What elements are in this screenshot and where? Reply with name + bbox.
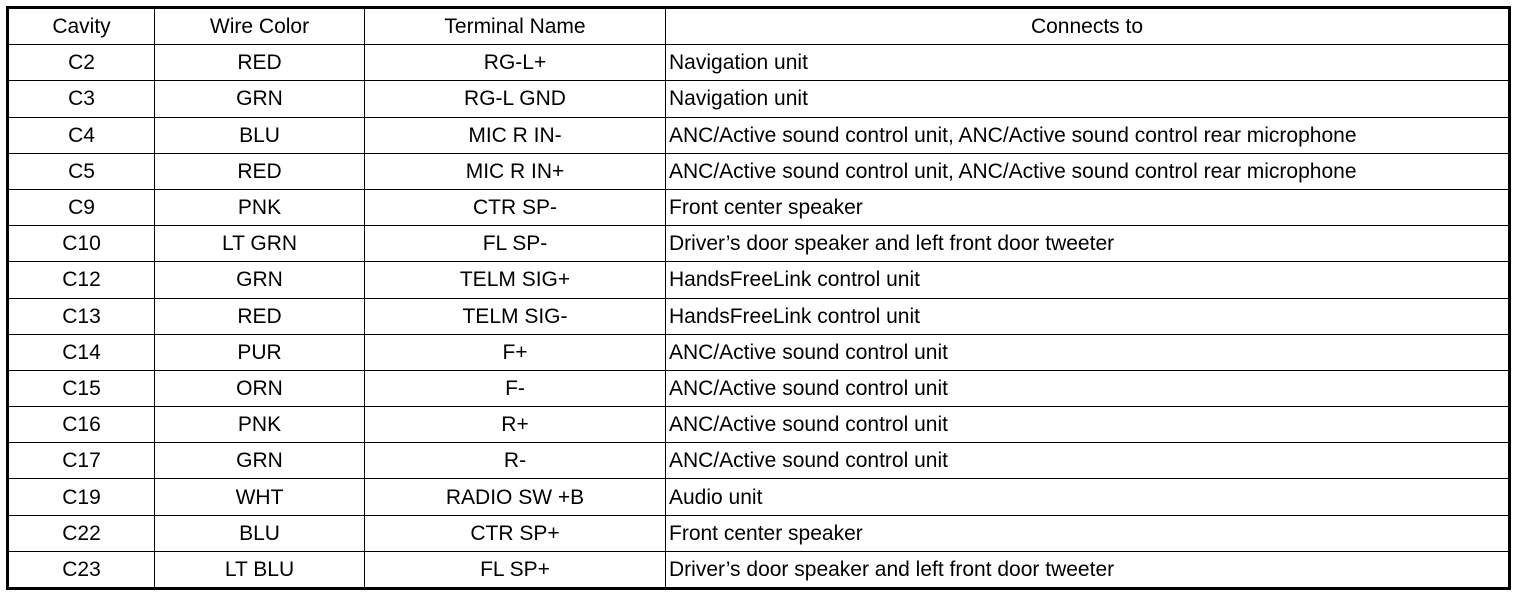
cell-cavity: C3 bbox=[8, 81, 155, 117]
cell-cavity: C12 bbox=[8, 262, 155, 298]
table-row bbox=[8, 45, 1510, 81]
table-row bbox=[8, 443, 1510, 479]
table-row bbox=[8, 189, 1510, 225]
cell-cavity: C9 bbox=[8, 189, 155, 225]
table-row bbox=[8, 117, 1510, 153]
cell-cavity: C2 bbox=[8, 45, 155, 81]
cell-terminal-name: TELM SIG- bbox=[365, 298, 666, 334]
cell-terminal-name: FL SP- bbox=[365, 226, 666, 262]
cell-terminal-name: RADIO SW +B bbox=[365, 479, 666, 515]
cell-wire-color: WHT bbox=[155, 479, 365, 515]
cell-terminal-name: FL SP+ bbox=[365, 551, 666, 588]
cell-connects-to: ANC/Active sound control unit bbox=[666, 443, 1510, 479]
cell-wire-color: GRN bbox=[155, 443, 365, 479]
cell-wire-color: LT GRN bbox=[155, 226, 365, 262]
cell-wire-color: PNK bbox=[155, 189, 365, 225]
cell-wire-color: RED bbox=[155, 45, 365, 81]
cell-wire-color: GRN bbox=[155, 262, 365, 298]
cell-wire-color: RED bbox=[155, 298, 365, 334]
table-row bbox=[8, 262, 1510, 298]
table-header bbox=[8, 8, 1510, 45]
cell-connects-to: ANC/Active sound control unit bbox=[666, 334, 1510, 370]
cell-terminal-name: R+ bbox=[365, 407, 666, 443]
table-body bbox=[8, 45, 1510, 589]
cell-terminal-name: F+ bbox=[365, 334, 666, 370]
cell-connects-to: Driver’s door speaker and left front door tweeter bbox=[666, 551, 1510, 588]
cell-terminal-name: CTR SP+ bbox=[365, 515, 666, 551]
cell-connects-to: ANC/Active sound control unit bbox=[666, 407, 1510, 443]
cell-wire-color: PUR bbox=[155, 334, 365, 370]
cell-cavity: C5 bbox=[8, 153, 155, 189]
cell-cavity: C19 bbox=[8, 479, 155, 515]
cell-connects-to: Navigation unit bbox=[666, 81, 1510, 117]
cell-connects-to: Audio unit bbox=[666, 479, 1510, 515]
cell-cavity: C15 bbox=[8, 370, 155, 406]
cell-terminal-name: CTR SP- bbox=[365, 189, 666, 225]
table-row bbox=[8, 479, 1510, 515]
table-row bbox=[8, 153, 1510, 189]
cell-connects-to: Navigation unit bbox=[666, 45, 1510, 81]
table-row bbox=[8, 81, 1510, 117]
cell-cavity: C10 bbox=[8, 226, 155, 262]
cell-terminal-name: RG-L GND bbox=[365, 81, 666, 117]
table-row bbox=[8, 226, 1510, 262]
table-row bbox=[8, 407, 1510, 443]
cell-connects-to: Front center speaker bbox=[666, 515, 1510, 551]
connector-pinout-table bbox=[6, 6, 1511, 590]
cell-terminal-name: MIC R IN+ bbox=[365, 153, 666, 189]
cell-terminal-name: F- bbox=[365, 370, 666, 406]
cell-terminal-name: TELM SIG+ bbox=[365, 262, 666, 298]
cell-cavity: C14 bbox=[8, 334, 155, 370]
cell-connects-to: ANC/Active sound control unit, ANC/Active sound control rear microphone bbox=[666, 117, 1510, 153]
table-row bbox=[8, 551, 1510, 588]
cell-cavity: C13 bbox=[8, 298, 155, 334]
cell-wire-color: PNK bbox=[155, 407, 365, 443]
cell-terminal-name: MIC R IN- bbox=[365, 117, 666, 153]
table-row bbox=[8, 298, 1510, 334]
cell-connects-to: ANC/Active sound control unit, ANC/Active sound control rear microphone bbox=[666, 153, 1510, 189]
cell-wire-color: LT BLU bbox=[155, 551, 365, 588]
cell-cavity: C4 bbox=[8, 117, 155, 153]
header-row bbox=[8, 8, 1510, 45]
cell-cavity: C23 bbox=[8, 551, 155, 588]
header-connects-to: Connects to bbox=[666, 8, 1510, 45]
table-row bbox=[8, 334, 1510, 370]
cell-connects-to: HandsFreeLink control unit bbox=[666, 298, 1510, 334]
table-row bbox=[8, 370, 1510, 406]
cell-cavity: C22 bbox=[8, 515, 155, 551]
cell-connects-to: HandsFreeLink control unit bbox=[666, 262, 1510, 298]
cell-wire-color: RED bbox=[155, 153, 365, 189]
cell-wire-color: GRN bbox=[155, 81, 365, 117]
header-terminal-name: Terminal Name bbox=[365, 8, 666, 45]
table-row bbox=[8, 515, 1510, 551]
header-cavity: Cavity bbox=[8, 8, 155, 45]
cell-wire-color: BLU bbox=[155, 515, 365, 551]
cell-connects-to: Driver’s door speaker and left front door tweeter bbox=[666, 226, 1510, 262]
cell-connects-to: Front center speaker bbox=[666, 189, 1510, 225]
cell-wire-color: BLU bbox=[155, 117, 365, 153]
cell-cavity: C16 bbox=[8, 407, 155, 443]
cell-wire-color: ORN bbox=[155, 370, 365, 406]
cell-terminal-name: RG-L+ bbox=[365, 45, 666, 81]
cell-terminal-name: R- bbox=[365, 443, 666, 479]
header-wire-color: Wire Color bbox=[155, 8, 365, 45]
cell-cavity: C17 bbox=[8, 443, 155, 479]
cell-connects-to: ANC/Active sound control unit bbox=[666, 370, 1510, 406]
